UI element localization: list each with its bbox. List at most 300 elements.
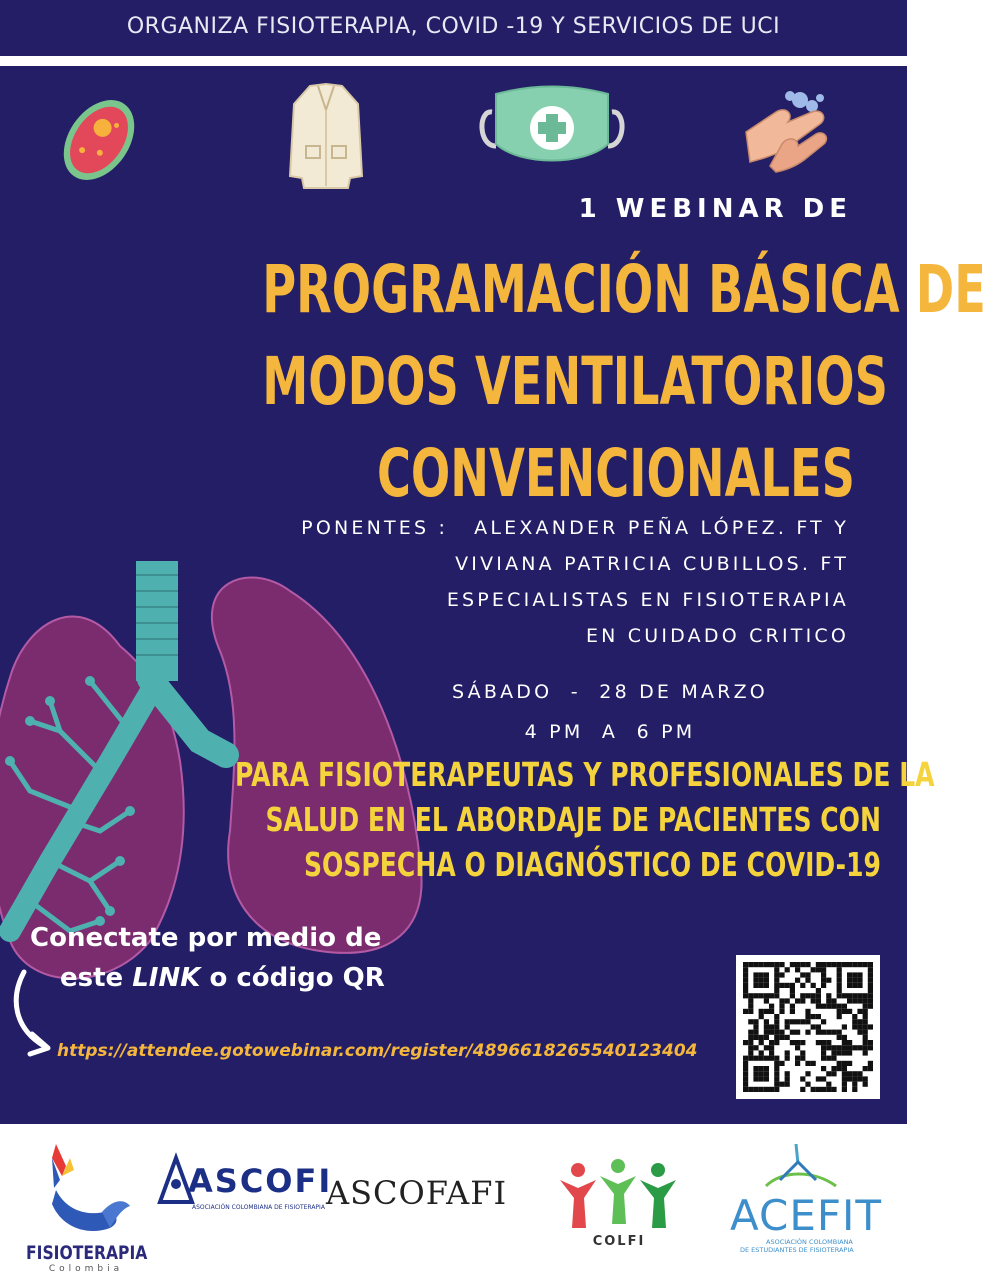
qr-module	[769, 1045, 774, 1050]
qr-module	[748, 1009, 753, 1014]
qr-module	[863, 993, 868, 998]
qr-module	[764, 962, 769, 967]
qr-module	[816, 1076, 821, 1081]
qr-module	[831, 1004, 836, 1009]
qr-module	[831, 998, 836, 1003]
qr-module	[863, 1009, 868, 1014]
qr-module	[785, 983, 790, 988]
qr-module	[868, 962, 873, 967]
qr-module	[837, 983, 842, 988]
lab-coat-icon	[288, 80, 364, 192]
qr-module	[816, 1024, 821, 1029]
qr-module	[800, 993, 805, 998]
qr-module	[805, 1082, 810, 1087]
qr-module	[779, 983, 784, 988]
qr-module	[764, 1066, 769, 1071]
qr-module	[868, 1024, 873, 1029]
qr-module	[785, 1082, 790, 1087]
connect-link-word: LINK	[132, 963, 201, 993]
speakers-label: PONENTES :	[301, 517, 449, 539]
qr-module	[779, 1082, 784, 1087]
qr-module	[774, 1061, 779, 1066]
qr-module	[826, 1087, 831, 1092]
qr-module	[795, 1030, 800, 1035]
qr-module	[748, 1056, 753, 1061]
qr-module	[774, 1014, 779, 1019]
fisioterapia-logo-name: FISIOTERAPIA	[26, 1242, 148, 1264]
qr-module	[811, 993, 816, 998]
qr-module	[743, 1061, 748, 1066]
qr-module	[779, 998, 784, 1003]
qr-module	[769, 1004, 774, 1009]
acefit-logo-mark	[726, 1140, 876, 1190]
qr-module	[764, 1076, 769, 1081]
qr-module	[795, 1061, 800, 1066]
qr-module	[753, 1030, 758, 1035]
curved-arrow-icon	[10, 968, 60, 1058]
qr-module	[837, 972, 842, 977]
qr-module	[753, 1087, 758, 1092]
qr-module	[759, 1071, 764, 1076]
title-line: CONVENCIONALES	[376, 435, 855, 512]
qr-module	[774, 978, 779, 983]
qr-module	[753, 1024, 758, 1029]
qr-module	[842, 1087, 847, 1092]
qr-module	[743, 1087, 748, 1092]
qr-module	[857, 1009, 862, 1014]
speakers-row-1	[89, 510, 849, 546]
qr-module	[764, 978, 769, 983]
qr-module	[826, 1030, 831, 1035]
qr-module	[779, 1061, 784, 1066]
fisioterapia-logo-mark	[26, 1140, 158, 1236]
qr-module	[753, 1045, 758, 1050]
qr-module	[753, 978, 758, 983]
qr-module	[863, 1030, 868, 1035]
qr-module	[868, 1061, 873, 1066]
qr-module	[837, 1045, 842, 1050]
qr-module	[759, 1076, 764, 1081]
qr-module	[769, 1024, 774, 1029]
connect-line-1: Conectate por medio de	[30, 923, 382, 953]
qr-module	[837, 1009, 842, 1014]
qr-module	[764, 972, 769, 977]
ascofi-logo-sub: ASOCIACIÓN COLOMBIANA DE FISIOTERAPIA	[192, 1204, 325, 1211]
qr-module	[842, 1061, 847, 1066]
organizer-text: ORGANIZA FISIOTERAPIA, COVID -19 Y SERVICIOS DE UCI	[126, 14, 781, 39]
qr-module	[779, 1004, 784, 1009]
qr-module	[831, 1030, 836, 1035]
qr-module	[805, 1061, 810, 1066]
qr-module	[852, 978, 857, 983]
qr-module	[826, 962, 831, 967]
qr-module	[837, 1030, 842, 1035]
qr-module	[868, 983, 873, 988]
qr-module	[759, 972, 764, 977]
ascofi-logo-name: ASCOFI	[188, 1162, 333, 1200]
qr-module	[842, 1024, 847, 1029]
qr-module	[811, 967, 816, 972]
qr-module	[764, 1024, 769, 1029]
qr-module	[863, 1076, 868, 1081]
qr-module	[743, 1009, 748, 1014]
qr-module	[821, 962, 826, 967]
qr-module	[785, 1024, 790, 1029]
qr-module	[753, 1035, 758, 1040]
speaker-line: VIVIANA PATRICIA CUBILLOS. FT	[455, 553, 849, 575]
face-mask-icon	[474, 82, 630, 182]
qr-code-image	[736, 955, 880, 1099]
qr-module	[811, 1087, 816, 1092]
qr-module	[743, 978, 748, 983]
qr-module	[826, 998, 831, 1003]
logo-ascofafi	[326, 1174, 532, 1214]
qr-module	[764, 1056, 769, 1061]
qr-module	[774, 967, 779, 972]
qr-module	[842, 1082, 847, 1087]
qr-module	[800, 1056, 805, 1061]
qr-module	[748, 962, 753, 967]
qr-module	[842, 1050, 847, 1055]
qr-module	[774, 1030, 779, 1035]
qr-module	[826, 993, 831, 998]
qr-module	[837, 967, 842, 972]
speakers-block	[89, 510, 849, 654]
qr-module	[759, 983, 764, 988]
qr-module	[821, 983, 826, 988]
qr-module	[764, 983, 769, 988]
qr-module	[816, 962, 821, 967]
qr-module	[753, 993, 758, 998]
qr-module	[821, 967, 826, 972]
qr-module	[743, 972, 748, 977]
qr-module	[759, 962, 764, 967]
fisioterapia-logo-sub: Colombia	[48, 1264, 124, 1274]
qr-module	[837, 978, 842, 983]
qr-module	[769, 993, 774, 998]
qr-module	[868, 1066, 873, 1071]
qr-module	[816, 1004, 821, 1009]
webinar-title	[262, 244, 986, 520]
qr-module	[821, 1004, 826, 1009]
qr-module	[748, 1019, 753, 1024]
qr-module	[764, 1035, 769, 1040]
webinar-kicker: 1 WEBINAR DE	[578, 194, 852, 224]
qr-module	[821, 1076, 826, 1081]
qr-module	[743, 988, 748, 993]
qr-module	[790, 1030, 795, 1035]
qr-module	[774, 1087, 779, 1092]
qr-module	[811, 1014, 816, 1019]
qr-module	[795, 962, 800, 967]
qr-module	[842, 1066, 847, 1071]
qr-module	[790, 1040, 795, 1045]
qr-module	[842, 1076, 847, 1081]
qr-module	[753, 1071, 758, 1076]
qr-module	[743, 993, 748, 998]
qr-module	[852, 1024, 857, 1029]
qr-module	[816, 1030, 821, 1035]
hand-washing-icon	[742, 88, 832, 174]
qr-module	[857, 1024, 862, 1029]
qr-module	[852, 1071, 857, 1076]
qr-module	[774, 1019, 779, 1024]
qr-module	[826, 1071, 831, 1076]
qr-module	[811, 983, 816, 988]
qr-module	[852, 1019, 857, 1024]
qr-module	[821, 1030, 826, 1035]
qr-module	[837, 1004, 842, 1009]
qr-module	[863, 1024, 868, 1029]
acefit-logo-name: ACEFIT	[730, 1191, 883, 1240]
qr-module	[774, 1024, 779, 1029]
qr-module	[764, 1019, 769, 1024]
qr-module	[743, 1056, 748, 1061]
qr-module	[790, 1009, 795, 1014]
qr-module	[863, 962, 868, 967]
qr-module	[821, 1040, 826, 1045]
qr-module	[748, 1050, 753, 1055]
qr-module	[831, 1050, 836, 1055]
qr-module	[790, 1004, 795, 1009]
qr-module	[769, 1087, 774, 1092]
registration-link[interactable]: https://attendee.gotowebinar.com/register/4896618265540123404	[57, 1041, 698, 1061]
qr-module	[837, 1061, 842, 1066]
qr-module	[852, 1087, 857, 1092]
qr-module	[764, 1030, 769, 1035]
qr-module	[857, 998, 862, 1003]
qr-module	[868, 1004, 873, 1009]
poster-main-panel	[0, 66, 986, 1124]
qr-module	[847, 1009, 852, 1014]
qr-module	[847, 983, 852, 988]
qr-module	[759, 1009, 764, 1014]
qr-module	[753, 972, 758, 977]
qr-module	[774, 1071, 779, 1076]
qr-module	[800, 983, 805, 988]
qr-module	[743, 1040, 748, 1045]
qr-module	[779, 972, 784, 977]
title-line: PROGRAMACIÓN BÁSICA DE	[262, 251, 986, 328]
title-line: MODOS VENTILATORIOS	[262, 343, 888, 420]
qr-module	[774, 1040, 779, 1045]
qr-module	[847, 1076, 852, 1081]
qr-module	[826, 1004, 831, 1009]
qr-module	[821, 1087, 826, 1092]
qr-module	[816, 967, 821, 972]
qr-module	[748, 993, 753, 998]
qr-module	[868, 1040, 873, 1045]
qr-module	[805, 1009, 810, 1014]
qr-module	[842, 1035, 847, 1040]
qr-module	[774, 1035, 779, 1040]
qr-module	[753, 983, 758, 988]
qr-module	[837, 1014, 842, 1019]
qr-module	[743, 983, 748, 988]
audience-line: SALUD EN EL ABORDAJE DE PACIENTES CON	[265, 800, 882, 839]
qr-module	[800, 1050, 805, 1055]
qr-module	[842, 962, 847, 967]
qr-module	[743, 1071, 748, 1076]
qr-module	[743, 967, 748, 972]
qr-module	[852, 962, 857, 967]
qr-module	[795, 967, 800, 972]
qr-module	[868, 967, 873, 972]
qr-module	[743, 962, 748, 967]
qr-module	[837, 1050, 842, 1055]
target-audience	[235, 752, 935, 887]
qr-module	[847, 1071, 852, 1076]
qr-module	[774, 988, 779, 993]
logo-fisioterapia	[26, 1140, 158, 1274]
sponsor-logos-bar	[0, 1134, 907, 1280]
qr-module	[769, 1056, 774, 1061]
qr-module	[847, 1061, 852, 1066]
qr-module	[857, 972, 862, 977]
qr-module	[826, 1040, 831, 1045]
qr-module	[779, 962, 784, 967]
qr-module	[857, 1045, 862, 1050]
qr-module	[743, 1066, 748, 1071]
qr-module	[863, 1004, 868, 1009]
qr-module	[805, 1030, 810, 1035]
qr-module	[769, 1030, 774, 1035]
qr-module	[785, 1050, 790, 1055]
qr-module	[800, 1087, 805, 1092]
qr-module	[779, 1035, 784, 1040]
qr-module	[831, 1056, 836, 1061]
event-datetime	[400, 672, 820, 752]
qr-module	[816, 1014, 821, 1019]
qr-module	[868, 1045, 873, 1050]
qr-module	[821, 1019, 826, 1024]
qr-module	[857, 1076, 862, 1081]
qr-module	[785, 1019, 790, 1024]
qr-module	[837, 993, 842, 998]
qr-module	[811, 1061, 816, 1066]
qr-module	[805, 993, 810, 998]
qr-module	[795, 1045, 800, 1050]
qr-module	[774, 1082, 779, 1087]
qr-module	[774, 1056, 779, 1061]
qr-module	[805, 978, 810, 983]
qr-module	[852, 983, 857, 988]
qr-module	[821, 1056, 826, 1061]
qr-module	[769, 962, 774, 967]
qr-module	[774, 983, 779, 988]
qr-module	[774, 1066, 779, 1071]
qr-module	[805, 972, 810, 977]
qr-module	[842, 1071, 847, 1076]
qr-module	[743, 1076, 748, 1081]
qr-module	[764, 998, 769, 1003]
qr-module	[863, 1045, 868, 1050]
qr-module	[764, 993, 769, 998]
qr-module	[847, 998, 852, 1003]
qr-module	[831, 962, 836, 967]
qr-module	[753, 1019, 758, 1024]
audience-line: SOSPECHA O DIAGNÓSTICO DE COVID-19	[303, 845, 881, 884]
qr-module	[790, 993, 795, 998]
qr-module	[753, 1056, 758, 1061]
qr-module	[759, 1056, 764, 1061]
logo-acefit	[726, 1140, 883, 1276]
qr-module	[837, 1035, 842, 1040]
qr-module	[811, 998, 816, 1003]
qr-module	[857, 962, 862, 967]
logo-ascofi	[158, 1156, 333, 1236]
event-date: SÁBADO - 28 DE MARZO	[452, 681, 768, 703]
qr-module	[852, 1082, 857, 1087]
qr-module	[816, 1087, 821, 1092]
qr-module	[857, 978, 862, 983]
qr-module	[842, 1045, 847, 1050]
qr-module	[805, 962, 810, 967]
qr-module	[764, 1045, 769, 1050]
qr-module	[800, 962, 805, 967]
qr-module	[748, 1087, 753, 1092]
qr-module	[759, 1087, 764, 1092]
qr-module	[831, 1071, 836, 1076]
qr-module	[852, 972, 857, 977]
qr-module	[748, 998, 753, 1003]
qr-module	[863, 1082, 868, 1087]
qr-module	[753, 1066, 758, 1071]
qr-module	[863, 1066, 868, 1071]
qr-module	[759, 993, 764, 998]
qr-module	[795, 998, 800, 1003]
qr-module	[868, 972, 873, 977]
qr-module	[816, 1040, 821, 1045]
qr-module	[842, 993, 847, 998]
qr-module	[811, 1024, 816, 1029]
qr-module	[753, 962, 758, 967]
qr-module	[759, 1040, 764, 1045]
qr-code[interactable]	[736, 955, 880, 1099]
qr-module	[774, 1076, 779, 1081]
qr-module	[800, 998, 805, 1003]
acefit-logo-sub-2: DE ESTUDIANTES DE FISIOTERAPIA	[740, 1246, 854, 1254]
qr-module	[759, 1050, 764, 1055]
connect-prefix: este	[60, 963, 133, 993]
qr-module	[785, 967, 790, 972]
qr-module	[795, 978, 800, 983]
colfi-logo-name: COLFI	[592, 1234, 646, 1249]
qr-module	[857, 983, 862, 988]
qr-module	[748, 1035, 753, 1040]
qr-module	[852, 1076, 857, 1081]
acefit-logo-sub-1: ASOCIACIÓN COLOMBIANA	[766, 1238, 853, 1246]
qr-module	[759, 978, 764, 983]
qr-module	[816, 993, 821, 998]
qr-module	[831, 1087, 836, 1092]
speaker-line: ESPECIALISTAS EN FISIOTERAPIA	[446, 589, 849, 611]
qr-module	[847, 1045, 852, 1050]
qr-module	[847, 978, 852, 983]
qr-module	[774, 993, 779, 998]
connect-line-2	[30, 958, 430, 998]
qr-module	[795, 1019, 800, 1024]
qr-module	[753, 1076, 758, 1081]
qr-module	[816, 998, 821, 1003]
qr-module	[847, 1050, 852, 1055]
qr-module	[795, 1056, 800, 1061]
qr-module	[868, 998, 873, 1003]
qr-module	[847, 993, 852, 998]
qr-module	[857, 1071, 862, 1076]
qr-module	[852, 1045, 857, 1050]
qr-module	[857, 1030, 862, 1035]
